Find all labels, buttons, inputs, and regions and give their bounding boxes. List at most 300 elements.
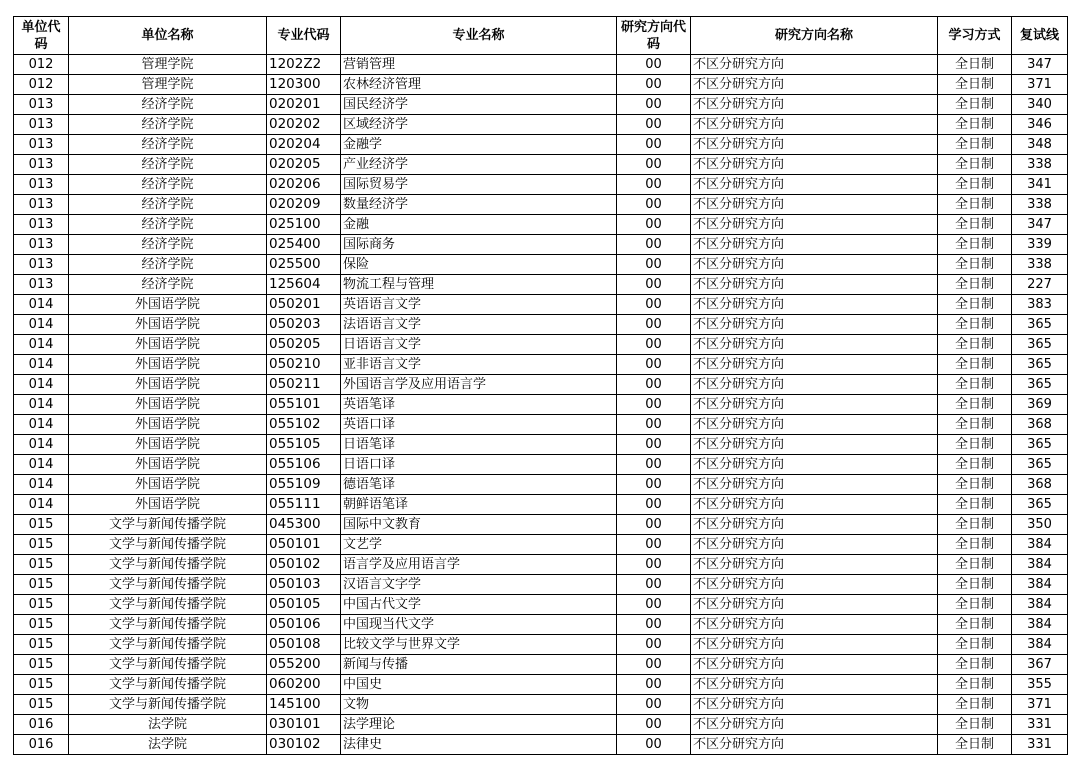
unit-name-cell: 外国语学院 (69, 395, 267, 415)
major-name-cell: 日语笔译 (341, 435, 617, 455)
major-code-cell: 055105 (267, 435, 341, 455)
major-name-cell: 法律史 (341, 735, 617, 755)
unit-code-cell: 014 (14, 375, 69, 395)
unit-name-cell: 文学与新闻传播学院 (69, 635, 267, 655)
major-name-cell: 产业经济学 (341, 155, 617, 175)
unit-name-cell: 文学与新闻传播学院 (69, 595, 267, 615)
retest-line-cell: 365 (1012, 455, 1068, 475)
unit-code-cell: 016 (14, 715, 69, 735)
retest-line-cell: 384 (1012, 635, 1068, 655)
unit-code-cell: 013 (14, 175, 69, 195)
retest-line-cell: 384 (1012, 555, 1068, 575)
unit-code-cell: 013 (14, 95, 69, 115)
study-mode-cell: 全日制 (938, 375, 1012, 395)
retest-line-cell: 384 (1012, 535, 1068, 555)
unit-name-cell: 文学与新闻传播学院 (69, 615, 267, 635)
direction-code-cell: 00 (617, 635, 691, 655)
retest-line-cell: 371 (1012, 695, 1068, 715)
retest-line-cell: 347 (1012, 55, 1068, 75)
direction-name-cell: 不区分研究方向 (691, 215, 938, 235)
direction-name-cell: 不区分研究方向 (691, 195, 938, 215)
direction-code-cell: 00 (617, 175, 691, 195)
study-mode-cell: 全日制 (938, 395, 1012, 415)
direction-code-cell: 00 (617, 115, 691, 135)
major-name-cell: 日语语言文学 (341, 335, 617, 355)
retest-line-cell: 371 (1012, 75, 1068, 95)
study-mode-cell: 全日制 (938, 595, 1012, 615)
major-name-cell: 农林经济管理 (341, 75, 617, 95)
table-row (14, 295, 1068, 315)
unit-code-cell: 015 (14, 615, 69, 635)
retest-line-cell: 368 (1012, 475, 1068, 495)
unit-name-cell: 外国语学院 (69, 435, 267, 455)
unit-name-cell: 外国语学院 (69, 315, 267, 335)
unit-code-cell: 016 (14, 735, 69, 755)
major-code-cell: 060200 (267, 675, 341, 695)
direction-code-cell: 00 (617, 415, 691, 435)
retest-line-cell: 365 (1012, 495, 1068, 515)
study-mode-cell: 全日制 (938, 135, 1012, 155)
study-mode-cell: 全日制 (938, 55, 1012, 75)
major-code-cell: 055106 (267, 455, 341, 475)
unit-name-cell: 法学院 (69, 735, 267, 755)
unit-name-cell: 外国语学院 (69, 295, 267, 315)
unit-code-cell: 015 (14, 595, 69, 615)
retest-line-cell: 384 (1012, 575, 1068, 595)
direction-code-cell: 00 (617, 555, 691, 575)
unit-name-cell: 经济学院 (69, 275, 267, 295)
major-name-cell: 保险 (341, 255, 617, 275)
table-row (14, 535, 1068, 555)
major-name-cell: 比较文学与世界文学 (341, 635, 617, 655)
study-mode-cell: 全日制 (938, 235, 1012, 255)
unit-name-cell: 外国语学院 (69, 495, 267, 515)
retest-line-cell: 338 (1012, 155, 1068, 175)
study-mode-cell: 全日制 (938, 215, 1012, 235)
major-name-cell: 汉语言文字学 (341, 575, 617, 595)
major-code-cell: 050201 (267, 295, 341, 315)
direction-code-cell: 00 (617, 435, 691, 455)
major-code-cell: 050210 (267, 355, 341, 375)
unit-code-cell: 013 (14, 115, 69, 135)
study-mode-cell: 全日制 (938, 715, 1012, 735)
direction-name-cell: 不区分研究方向 (691, 595, 938, 615)
direction-name-cell: 不区分研究方向 (691, 315, 938, 335)
major-code-cell: 055111 (267, 495, 341, 515)
major-code-cell: 020206 (267, 175, 341, 195)
study-mode-cell: 全日制 (938, 695, 1012, 715)
retest-line-cell: 338 (1012, 195, 1068, 215)
retest-line-cell: 365 (1012, 355, 1068, 375)
direction-name-cell: 不区分研究方向 (691, 535, 938, 555)
retest-line-cell: 346 (1012, 115, 1068, 135)
retest-line-cell: 341 (1012, 175, 1068, 195)
unit-code-cell: 013 (14, 215, 69, 235)
direction-name-cell: 不区分研究方向 (691, 415, 938, 435)
unit-name-cell: 文学与新闻传播学院 (69, 515, 267, 535)
major-name-cell: 法语语言文学 (341, 315, 617, 335)
major-name-cell: 英语笔译 (341, 395, 617, 415)
direction-name-cell: 不区分研究方向 (691, 155, 938, 175)
direction-name-cell: 不区分研究方向 (691, 735, 938, 755)
major-name-cell: 法学理论 (341, 715, 617, 735)
unit-name-cell: 经济学院 (69, 155, 267, 175)
unit-name-cell: 管理学院 (69, 55, 267, 75)
major-name-cell: 中国古代文学 (341, 595, 617, 615)
unit-name-cell: 文学与新闻传播学院 (69, 555, 267, 575)
direction-name-cell: 不区分研究方向 (691, 95, 938, 115)
direction-name-cell: 不区分研究方向 (691, 135, 938, 155)
table-row (14, 555, 1068, 575)
study-mode-cell: 全日制 (938, 735, 1012, 755)
direction-name-cell: 不区分研究方向 (691, 675, 938, 695)
unit-code-cell: 014 (14, 315, 69, 335)
unit-name-cell: 外国语学院 (69, 455, 267, 475)
major-code-cell: 055200 (267, 655, 341, 675)
direction-code-cell: 00 (617, 295, 691, 315)
direction-code-cell: 00 (617, 155, 691, 175)
study-mode-cell: 全日制 (938, 515, 1012, 535)
table-row (14, 255, 1068, 275)
unit-name-cell: 经济学院 (69, 175, 267, 195)
table-row (14, 75, 1068, 95)
direction-name-cell: 不区分研究方向 (691, 515, 938, 535)
direction-name-cell: 不区分研究方向 (691, 175, 938, 195)
table-row (14, 195, 1068, 215)
major-name-cell: 亚非语言文学 (341, 355, 617, 375)
study-mode-cell: 全日制 (938, 295, 1012, 315)
major-name-cell: 金融学 (341, 135, 617, 155)
unit-name-cell: 外国语学院 (69, 335, 267, 355)
study-mode-cell: 全日制 (938, 255, 1012, 275)
header-major-code: 专业代码 (267, 17, 341, 55)
table-row (14, 315, 1068, 335)
retest-line-cell: 227 (1012, 275, 1068, 295)
unit-code-cell: 015 (14, 555, 69, 575)
table-row (14, 235, 1068, 255)
study-mode-cell: 全日制 (938, 555, 1012, 575)
direction-name-cell: 不区分研究方向 (691, 575, 938, 595)
table-header (14, 17, 1068, 55)
retest-line-cell: 339 (1012, 235, 1068, 255)
unit-name-cell: 经济学院 (69, 95, 267, 115)
unit-name-cell: 外国语学院 (69, 475, 267, 495)
direction-code-cell: 00 (617, 495, 691, 515)
major-code-cell: 055109 (267, 475, 341, 495)
study-mode-cell: 全日制 (938, 115, 1012, 135)
major-name-cell: 数量经济学 (341, 195, 617, 215)
direction-code-cell: 00 (617, 575, 691, 595)
unit-code-cell: 013 (14, 235, 69, 255)
unit-code-cell: 015 (14, 575, 69, 595)
table-row (14, 515, 1068, 535)
direction-name-cell: 不区分研究方向 (691, 475, 938, 495)
unit-code-cell: 013 (14, 155, 69, 175)
unit-code-cell: 015 (14, 515, 69, 535)
table-row (14, 635, 1068, 655)
unit-name-cell: 外国语学院 (69, 375, 267, 395)
major-code-cell: 120300 (267, 75, 341, 95)
direction-name-cell: 不区分研究方向 (691, 495, 938, 515)
major-name-cell: 物流工程与管理 (341, 275, 617, 295)
study-mode-cell: 全日制 (938, 95, 1012, 115)
retest-line-cell: 365 (1012, 375, 1068, 395)
unit-code-cell: 013 (14, 135, 69, 155)
retest-line-cell: 355 (1012, 675, 1068, 695)
header-direction-name: 研究方向名称 (691, 17, 938, 55)
direction-code-cell: 00 (617, 455, 691, 475)
unit-name-cell: 经济学院 (69, 115, 267, 135)
table-row (14, 335, 1068, 355)
major-name-cell: 德语笔译 (341, 475, 617, 495)
unit-code-cell: 013 (14, 195, 69, 215)
major-name-cell: 语言学及应用语言学 (341, 555, 617, 575)
direction-code-cell: 00 (617, 95, 691, 115)
table-row (14, 55, 1068, 75)
unit-name-cell: 经济学院 (69, 215, 267, 235)
direction-name-cell: 不区分研究方向 (691, 255, 938, 275)
major-name-cell: 国际商务 (341, 235, 617, 255)
major-code-cell: 050203 (267, 315, 341, 335)
header-unit-code: 单位代码 (14, 17, 69, 55)
header-row (14, 17, 1068, 55)
table-row (14, 95, 1068, 115)
unit-code-cell: 014 (14, 495, 69, 515)
major-code-cell: 050205 (267, 335, 341, 355)
direction-name-cell: 不区分研究方向 (691, 655, 938, 675)
direction-code-cell: 00 (617, 235, 691, 255)
major-code-cell: 025100 (267, 215, 341, 235)
major-name-cell: 外国语言学及应用语言学 (341, 375, 617, 395)
table-row (14, 355, 1068, 375)
unit-code-cell: 015 (14, 675, 69, 695)
direction-name-cell: 不区分研究方向 (691, 355, 938, 375)
retest-line-cell: 331 (1012, 735, 1068, 755)
major-code-cell: 050108 (267, 635, 341, 655)
unit-code-cell: 014 (14, 455, 69, 475)
unit-code-cell: 012 (14, 75, 69, 95)
unit-name-cell: 文学与新闻传播学院 (69, 535, 267, 555)
direction-name-cell: 不区分研究方向 (691, 335, 938, 355)
unit-code-cell: 015 (14, 635, 69, 655)
major-name-cell: 国际中文教育 (341, 515, 617, 535)
unit-code-cell: 014 (14, 355, 69, 375)
study-mode-cell: 全日制 (938, 75, 1012, 95)
direction-code-cell: 00 (617, 275, 691, 295)
admission-score-table (13, 16, 1068, 755)
direction-code-cell: 00 (617, 195, 691, 215)
study-mode-cell: 全日制 (938, 535, 1012, 555)
retest-line-cell: 367 (1012, 655, 1068, 675)
study-mode-cell: 全日制 (938, 355, 1012, 375)
direction-name-cell: 不区分研究方向 (691, 715, 938, 735)
major-name-cell: 国民经济学 (341, 95, 617, 115)
major-code-cell: 050105 (267, 595, 341, 615)
table-row (14, 595, 1068, 615)
direction-name-cell: 不区分研究方向 (691, 295, 938, 315)
study-mode-cell: 全日制 (938, 155, 1012, 175)
direction-code-cell: 00 (617, 255, 691, 275)
table-row (14, 575, 1068, 595)
direction-name-cell: 不区分研究方向 (691, 55, 938, 75)
major-code-cell: 050102 (267, 555, 341, 575)
major-code-cell: 020201 (267, 95, 341, 115)
direction-code-cell: 00 (617, 535, 691, 555)
major-code-cell: 020209 (267, 195, 341, 215)
study-mode-cell: 全日制 (938, 315, 1012, 335)
table-row (14, 155, 1068, 175)
major-name-cell: 营销管理 (341, 55, 617, 75)
table-row (14, 275, 1068, 295)
major-code-cell: 055102 (267, 415, 341, 435)
major-code-cell: 020204 (267, 135, 341, 155)
unit-code-cell: 014 (14, 415, 69, 435)
table-row (14, 475, 1068, 495)
major-code-cell: 1202Z2 (267, 55, 341, 75)
header-major-name: 专业名称 (341, 17, 617, 55)
major-code-cell: 050103 (267, 575, 341, 595)
direction-code-cell: 00 (617, 735, 691, 755)
table-row (14, 655, 1068, 675)
major-code-cell: 020205 (267, 155, 341, 175)
direction-code-cell: 00 (617, 595, 691, 615)
unit-name-cell: 文学与新闻传播学院 (69, 655, 267, 675)
direction-code-cell: 00 (617, 135, 691, 155)
table-row (14, 175, 1068, 195)
header-unit-name: 单位名称 (69, 17, 267, 55)
table-row (14, 415, 1068, 435)
retest-line-cell: 338 (1012, 255, 1068, 275)
retest-line-cell: 340 (1012, 95, 1068, 115)
unit-name-cell: 外国语学院 (69, 415, 267, 435)
direction-name-cell: 不区分研究方向 (691, 435, 938, 455)
major-code-cell: 045300 (267, 515, 341, 535)
unit-code-cell: 012 (14, 55, 69, 75)
retest-line-cell: 350 (1012, 515, 1068, 535)
direction-name-cell: 不区分研究方向 (691, 75, 938, 95)
retest-line-cell: 368 (1012, 415, 1068, 435)
retest-line-cell: 384 (1012, 615, 1068, 635)
study-mode-cell: 全日制 (938, 455, 1012, 475)
retest-line-cell: 369 (1012, 395, 1068, 415)
direction-name-cell: 不区分研究方向 (691, 115, 938, 135)
unit-name-cell: 文学与新闻传播学院 (69, 575, 267, 595)
unit-code-cell: 013 (14, 255, 69, 275)
header-direction-code: 研究方向代码 (617, 17, 691, 55)
unit-name-cell: 经济学院 (69, 195, 267, 215)
unit-code-cell: 014 (14, 295, 69, 315)
major-code-cell: 030102 (267, 735, 341, 755)
major-code-cell: 125604 (267, 275, 341, 295)
major-name-cell: 朝鲜语笔译 (341, 495, 617, 515)
unit-name-cell: 经济学院 (69, 255, 267, 275)
direction-name-cell: 不区分研究方向 (691, 635, 938, 655)
retest-line-cell: 383 (1012, 295, 1068, 315)
major-code-cell: 050211 (267, 375, 341, 395)
major-name-cell: 国际贸易学 (341, 175, 617, 195)
table-row (14, 495, 1068, 515)
retest-line-cell: 365 (1012, 335, 1068, 355)
table-row (14, 615, 1068, 635)
direction-name-cell: 不区分研究方向 (691, 275, 938, 295)
table-row (14, 435, 1068, 455)
direction-code-cell: 00 (617, 395, 691, 415)
major-code-cell: 050106 (267, 615, 341, 635)
major-code-cell: 145100 (267, 695, 341, 715)
study-mode-cell: 全日制 (938, 575, 1012, 595)
unit-code-cell: 015 (14, 695, 69, 715)
major-code-cell: 025500 (267, 255, 341, 275)
retest-line-cell: 384 (1012, 595, 1068, 615)
retest-line-cell: 365 (1012, 435, 1068, 455)
direction-code-cell: 00 (617, 515, 691, 535)
retest-line-cell: 365 (1012, 315, 1068, 335)
unit-code-cell: 013 (14, 275, 69, 295)
direction-name-cell: 不区分研究方向 (691, 375, 938, 395)
table-row (14, 115, 1068, 135)
study-mode-cell: 全日制 (938, 175, 1012, 195)
table-body (14, 55, 1068, 755)
unit-name-cell: 经济学院 (69, 135, 267, 155)
study-mode-cell: 全日制 (938, 335, 1012, 355)
unit-name-cell: 文学与新闻传播学院 (69, 675, 267, 695)
table-row (14, 695, 1068, 715)
major-code-cell: 025400 (267, 235, 341, 255)
unit-code-cell: 014 (14, 335, 69, 355)
direction-code-cell: 00 (617, 315, 691, 335)
unit-name-cell: 文学与新闻传播学院 (69, 695, 267, 715)
direction-code-cell: 00 (617, 355, 691, 375)
header-study-mode: 学习方式 (938, 17, 1012, 55)
direction-code-cell: 00 (617, 715, 691, 735)
direction-code-cell: 00 (617, 675, 691, 695)
unit-code-cell: 014 (14, 475, 69, 495)
direction-code-cell: 00 (617, 375, 691, 395)
direction-name-cell: 不区分研究方向 (691, 695, 938, 715)
direction-code-cell: 00 (617, 695, 691, 715)
study-mode-cell: 全日制 (938, 655, 1012, 675)
direction-name-cell: 不区分研究方向 (691, 615, 938, 635)
direction-code-cell: 00 (617, 215, 691, 235)
unit-code-cell: 015 (14, 655, 69, 675)
major-code-cell: 020202 (267, 115, 341, 135)
unit-code-cell: 014 (14, 435, 69, 455)
direction-code-cell: 00 (617, 615, 691, 635)
direction-name-cell: 不区分研究方向 (691, 395, 938, 415)
study-mode-cell: 全日制 (938, 415, 1012, 435)
table-row (14, 735, 1068, 755)
major-name-cell: 文物 (341, 695, 617, 715)
major-code-cell: 030101 (267, 715, 341, 735)
direction-name-cell: 不区分研究方向 (691, 235, 938, 255)
direction-name-cell: 不区分研究方向 (691, 455, 938, 475)
table-row (14, 375, 1068, 395)
major-code-cell: 050101 (267, 535, 341, 555)
retest-line-cell: 347 (1012, 215, 1068, 235)
header-retest-line: 复试线 (1012, 17, 1068, 55)
study-mode-cell: 全日制 (938, 495, 1012, 515)
major-name-cell: 金融 (341, 215, 617, 235)
study-mode-cell: 全日制 (938, 195, 1012, 215)
direction-code-cell: 00 (617, 655, 691, 675)
direction-code-cell: 00 (617, 335, 691, 355)
table-row (14, 395, 1068, 415)
unit-code-cell: 014 (14, 395, 69, 415)
direction-code-cell: 00 (617, 55, 691, 75)
table-row (14, 135, 1068, 155)
major-name-cell: 中国史 (341, 675, 617, 695)
table-row (14, 675, 1068, 695)
